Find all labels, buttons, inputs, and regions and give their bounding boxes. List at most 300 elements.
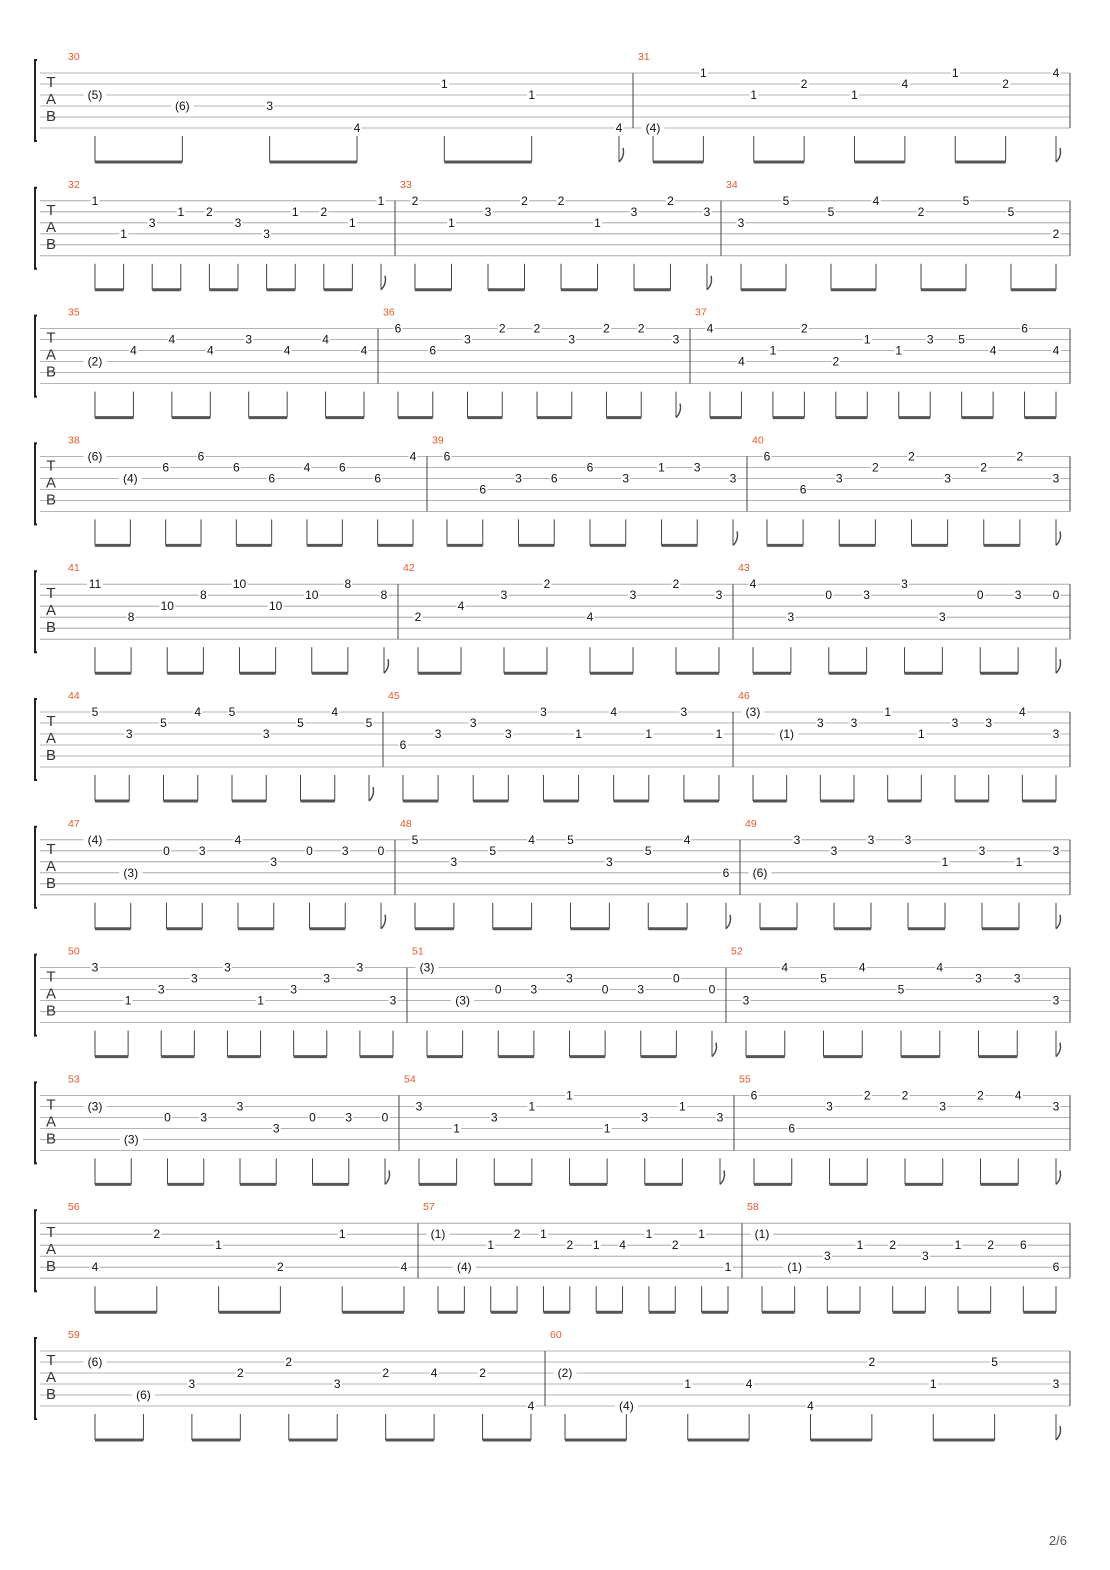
fret-number: 1 [929,1377,937,1391]
measure-number: 50 [68,945,80,958]
measure-number: 57 [423,1201,435,1214]
fret-number: 0 [309,1110,316,1125]
measure-number: 33 [400,178,412,191]
fret-number: 2 [868,1355,876,1369]
fret-number: 1 [698,1227,705,1242]
fret-number: (3) [455,993,470,1008]
fret-number: 2 [521,193,528,208]
fret-number: 1 [453,1121,460,1136]
fret-number: 0 [163,843,170,858]
tab-clef-letter: A [45,1241,57,1259]
fret-number: 3 [1013,971,1021,986]
fret-number: 1 [769,343,777,358]
fret-number: 2 [382,1366,390,1380]
fret-number: 2 [801,321,808,336]
fret-number: (6) [174,99,190,113]
fret-number: 5 [827,204,835,219]
fret-number: 2 [513,1227,521,1242]
fret-number: 3 [737,215,745,230]
fret-number: 1 [917,727,925,741]
fret-number: 2 [533,321,541,336]
fret-number: 1 [124,993,132,1008]
measure-number: 46 [738,690,750,702]
tab-clef-letter: T [46,457,56,475]
fret-number: 6 [763,449,771,464]
fret-number: 8 [344,577,352,592]
tab-system [35,1201,1070,1312]
note-flag [707,276,712,290]
tab-system [35,51,1070,162]
fret-number: 6 [338,460,346,475]
note-flag [720,1170,725,1184]
fret-number: 3 [1052,1099,1060,1114]
fret-number: 3 [921,1249,929,1264]
fret-number: 4 [1014,1088,1022,1103]
tab-clef-letter: T [46,713,56,730]
fret-number: 1 [645,727,653,741]
fret-number: 1 [645,1227,653,1242]
fret-number: 3 [484,204,492,219]
fret-number: 3 [1052,471,1060,486]
fret-number: 2 [498,321,506,336]
measure-number: 40 [752,434,764,447]
fret-number: 4 [745,1377,753,1391]
measure-number: 47 [68,817,80,830]
measure-number: 37 [695,306,707,319]
fret-number: 1 [603,1121,611,1136]
fret-number: 3 [224,960,231,975]
fret-number: 2 [320,204,328,219]
fret-number: 3 [867,832,875,847]
fret-number: 3 [926,332,934,347]
tab-clef-letter: A [45,91,57,108]
fret-number: 4 [527,1399,535,1413]
fret-number: 1 [338,1227,346,1242]
tab-system [35,946,1070,1057]
fret-number: 3 [742,993,750,1008]
fret-number: 2 [917,204,925,219]
system-bracket [35,60,37,141]
measure-number: 51 [412,945,424,958]
fret-number: 3 [245,332,253,347]
fret-number: 0 [976,588,984,603]
fret-number: 1 [575,727,582,741]
fret-number: 6 [232,460,240,475]
fret-number: (6) [87,1355,103,1369]
fret-number: 3 [1052,1377,1060,1391]
fret-number: 6 [722,865,730,880]
tab-clef-letter: A [45,474,57,492]
system-bracket [35,955,37,1036]
tab-clef-letter: T [46,1224,56,1242]
fret-number: 6 [197,449,205,464]
system-bracket [35,571,37,652]
fret-number: 3 [341,843,349,858]
tab-clef-letter: B [45,491,57,509]
fret-number: (3) [745,705,761,719]
fret-number: 1 [349,215,356,230]
system-bracket [35,1210,37,1291]
fret-number: 6 [586,460,594,475]
fret-number: 6 [788,1121,796,1136]
tab-system [35,307,1070,418]
fret-number: 5 [962,193,970,208]
fret-number: 3 [200,1110,208,1125]
fret-number: 11 [88,577,102,592]
fret-number: 2 [557,193,565,208]
fret-number: 4 [1018,705,1026,719]
system-bracket [35,1082,37,1163]
note-flag [369,787,374,801]
fret-number: 6 [268,471,276,486]
fret-number: 0 [708,982,716,997]
fret-number: 4 [331,705,339,719]
measure-number: 59 [68,1329,80,1341]
fret-number: 3 [469,716,477,730]
measure-number: 32 [68,178,80,191]
note-flag [619,148,624,162]
fret-number: 1 [177,204,185,219]
fret-number: 3 [270,854,278,869]
tab-clef-letter: A [45,730,57,747]
fret-number: 2 [908,449,915,464]
note-flag [1056,659,1061,673]
tab-system [35,179,1070,290]
measure-number: 36 [383,306,395,319]
fret-number: 4 [872,193,880,208]
fret-number: 3 [234,215,242,230]
fret-number: 3 [826,1099,833,1114]
fret-number: 2 [153,1227,161,1242]
fret-number: 6 [1019,1238,1027,1253]
measure-number: 58 [747,1201,759,1214]
fret-number: 3 [793,832,801,847]
measure-number: 34 [726,178,738,191]
fret-number: 4 [936,960,944,975]
measure-number: 54 [404,1073,416,1086]
fret-number: 2 [603,321,610,336]
fret-number: 1 [377,193,385,208]
fret-number: 3 [904,832,912,847]
fret-number: 1 [954,1238,962,1253]
fret-number: 1 [715,727,723,741]
fret-number: 1 [592,1238,600,1253]
fret-number: 2 [977,1088,984,1103]
tab-clef-letter: T [46,1096,56,1114]
fret-number: 3 [985,716,993,730]
fret-number: 2 [671,1238,679,1253]
fret-number: 3 [290,982,298,997]
fret-number: 3 [830,843,838,858]
fret-number: 10 [268,599,283,614]
measure-number: 41 [68,562,80,575]
fret-number: 2 [832,354,840,369]
fret-number: 3 [939,1099,947,1114]
fret-number: 3 [863,588,870,603]
fret-number: 2 [543,577,551,592]
fret-number: 1 [91,193,99,208]
measure-number: 44 [68,690,80,702]
fret-number: 3 [637,982,645,997]
fret-number: 4 [206,343,214,358]
fret-number: 1 [594,215,601,230]
system-bracket [35,316,37,397]
fret-number: 0 [377,843,385,858]
fret-number: 3 [901,577,908,592]
fret-number: 1 [700,66,707,80]
fret-number: (3) [419,960,435,975]
measure-number: 48 [400,817,412,830]
fret-number: 3 [850,716,858,730]
fret-number: 3 [198,843,206,858]
fret-number: 1 [856,1238,864,1253]
system-bracket [35,188,37,269]
fret-number: 1 [215,1238,222,1253]
fret-number: 3 [263,226,270,241]
tab-clef-letter: T [46,201,56,219]
measure-number: 35 [68,306,80,319]
tab-clef-letter: A [45,857,57,875]
fret-number: 3 [323,971,331,986]
tab-clef-letter: B [45,235,57,253]
fret-number: 5 [228,705,236,719]
fret-number: 3 [693,460,701,475]
fret-number: 0 [601,982,609,997]
fret-number: 3 [672,332,680,347]
fret-number: 4 [303,460,311,475]
fret-number: 6 [429,343,437,358]
fret-number: 3 [504,727,512,741]
fret-number: 5 [820,971,827,986]
fret-number: 2 [1016,449,1024,464]
fret-number: 3 [606,854,613,869]
fret-number: 3 [434,727,442,741]
system-bracket [35,1338,37,1419]
tab-clef-letter: T [46,329,56,347]
note-flag [1056,1426,1061,1440]
tab-clef-letter: A [45,218,57,236]
tab-clef-letter: T [46,840,56,858]
fret-number: 4 [283,343,291,358]
note-flag [384,659,389,673]
fret-number: 1 [528,88,536,102]
measure-number: 52 [731,945,743,958]
note-flag [385,1170,390,1184]
fret-number: 6 [1052,1260,1060,1275]
tab-clef-letter: A [45,602,57,620]
fret-number: 1 [895,343,903,358]
fret-number: 2 [1052,226,1060,241]
fret-number: 4 [409,449,417,464]
fret-number: 1 [724,1260,732,1275]
fret-number: 3 [1052,843,1060,858]
fret-number: (4) [87,832,103,847]
tab-system [35,1329,1070,1440]
fret-number: 4 [706,321,714,336]
fret-number: 3 [680,705,688,719]
tab-clef-letter: B [45,874,57,892]
note-flag [1056,531,1061,545]
measure-number: 39 [432,434,444,447]
note-flag [1056,915,1061,929]
fret-number: 3 [272,1121,280,1136]
fret-number: 0 [825,588,833,603]
fret-number: 3 [464,332,471,347]
fret-number: 2 [411,193,419,208]
system-bracket [35,827,37,908]
tab-clef-letter: T [46,968,56,986]
fret-number: 4 [586,610,594,625]
measure-number: 56 [68,1201,80,1214]
fret-number: 5 [782,193,790,208]
fret-number: 1 [884,705,892,719]
tab-clef-letter: B [45,619,57,637]
fret-number: 3 [629,588,637,603]
fret-number: 2 [236,1366,244,1380]
fret-number: 4 [130,343,137,358]
fret-number: 3 [978,843,986,858]
fret-number: 3 [715,588,723,603]
fret-number: (2) [557,1366,573,1380]
tab-clef-letter: T [46,74,56,91]
measure-number: 30 [68,51,80,63]
tab-clef-letter: A [45,1369,57,1386]
fret-number: 3 [816,716,824,730]
fret-number: (5) [87,88,103,102]
tab-system [35,818,1070,929]
fret-number: 3 [630,204,638,219]
fret-number: 3 [333,1377,341,1391]
fret-number: 1 [951,66,959,80]
measure-number: 60 [550,1329,562,1341]
fret-number: 0 [673,971,680,986]
fret-number: 4 [683,832,691,847]
measure-number: 38 [68,434,80,447]
fret-number: 4 [615,121,623,135]
fret-number: 10 [305,588,319,603]
fret-number: (2) [87,354,103,369]
measure-number: 55 [739,1073,751,1086]
note-flag [381,915,386,929]
tab-clef-letter: T [46,585,56,603]
fret-number: 3 [703,204,711,219]
fret-number: 3 [716,1110,724,1125]
fret-number: 6 [479,482,487,497]
fret-number: 2 [277,1260,284,1275]
measure-number: 42 [403,562,415,575]
fret-number: (4) [645,121,661,135]
fret-number: 4 [989,343,997,358]
fret-number: 3 [188,1377,196,1391]
fret-number: 4 [360,343,368,358]
fret-number: 3 [91,960,99,975]
fret-number: 3 [389,993,397,1008]
fret-number: 3 [823,1249,831,1264]
fret-number: 5 [91,705,99,719]
fret-number: 6 [750,1088,758,1103]
fret-number: 1 [684,1377,692,1391]
fret-number: 5 [958,332,965,347]
fret-number: 10 [160,599,174,614]
fret-number: 4 [528,832,535,847]
fret-number: 10 [232,577,247,592]
fret-number: (4) [619,1399,634,1413]
fret-number: 3 [729,471,737,486]
fret-number: 0 [381,1110,389,1125]
fret-number: 2 [285,1355,293,1369]
fret-number: 1 [487,1238,495,1253]
fret-number: 3 [939,610,946,625]
fret-number: 4 [1052,66,1060,80]
fret-number: 2 [872,460,879,475]
fret-number: (6) [136,1388,151,1402]
fret-number: 2 [414,610,422,625]
fret-number: 3 [450,854,458,869]
fret-number: 4 [781,960,789,975]
fret-number: (4) [122,471,138,486]
fret-number: 4 [91,1260,99,1275]
measure-number: 53 [68,1073,80,1086]
fret-number: (1) [430,1227,446,1242]
fret-number: 2 [206,204,213,219]
fret-number: 4 [353,121,361,135]
fret-number: (3) [123,1132,139,1147]
fret-number: 3 [266,99,274,113]
fret-number: 3 [490,1110,498,1125]
tab-clef-letter: T [46,1352,56,1369]
tab-clef-letter: B [45,1258,57,1276]
note-flag [733,531,738,545]
fret-number: 3 [835,471,843,486]
fret-number: 3 [345,1110,353,1125]
fret-number: 2 [980,460,988,475]
fret-number: 3 [500,588,508,603]
fret-number: 1 [658,460,665,475]
fret-number: (6) [87,449,103,464]
fret-number: 4 [749,577,757,592]
fret-number: 3 [190,971,198,986]
fret-number: 1 [750,88,758,102]
fret-number: 5 [365,716,373,730]
fret-number: 3 [262,727,270,741]
note-flag [676,404,681,418]
fret-number: 4 [610,705,618,719]
fret-number: 8 [200,588,207,603]
fret-number: 3 [1052,993,1060,1008]
fret-number: (4) [457,1260,472,1275]
fret-number: 4 [430,1366,438,1380]
measure-number: 31 [638,51,650,63]
fret-number: 3 [568,332,576,347]
fret-number: 1 [851,88,858,102]
system-bracket [35,443,37,524]
fret-number: 4 [322,332,329,347]
fret-number: 3 [515,471,522,486]
fret-number: 5 [897,982,905,997]
note-flag [1056,1043,1061,1057]
tab-system [35,1073,1070,1184]
note-flag [381,276,386,290]
fret-number: 2 [637,321,645,336]
fret-number: 5 [644,843,652,858]
fret-number: 3 [236,1099,244,1114]
fret-number: 6 [399,738,407,752]
tab-clef-letter: A [45,346,57,364]
fret-number: 1 [566,1088,573,1103]
fret-number: 3 [975,971,982,986]
fret-number: 3 [787,610,795,625]
fret-number: 1 [679,1099,686,1114]
